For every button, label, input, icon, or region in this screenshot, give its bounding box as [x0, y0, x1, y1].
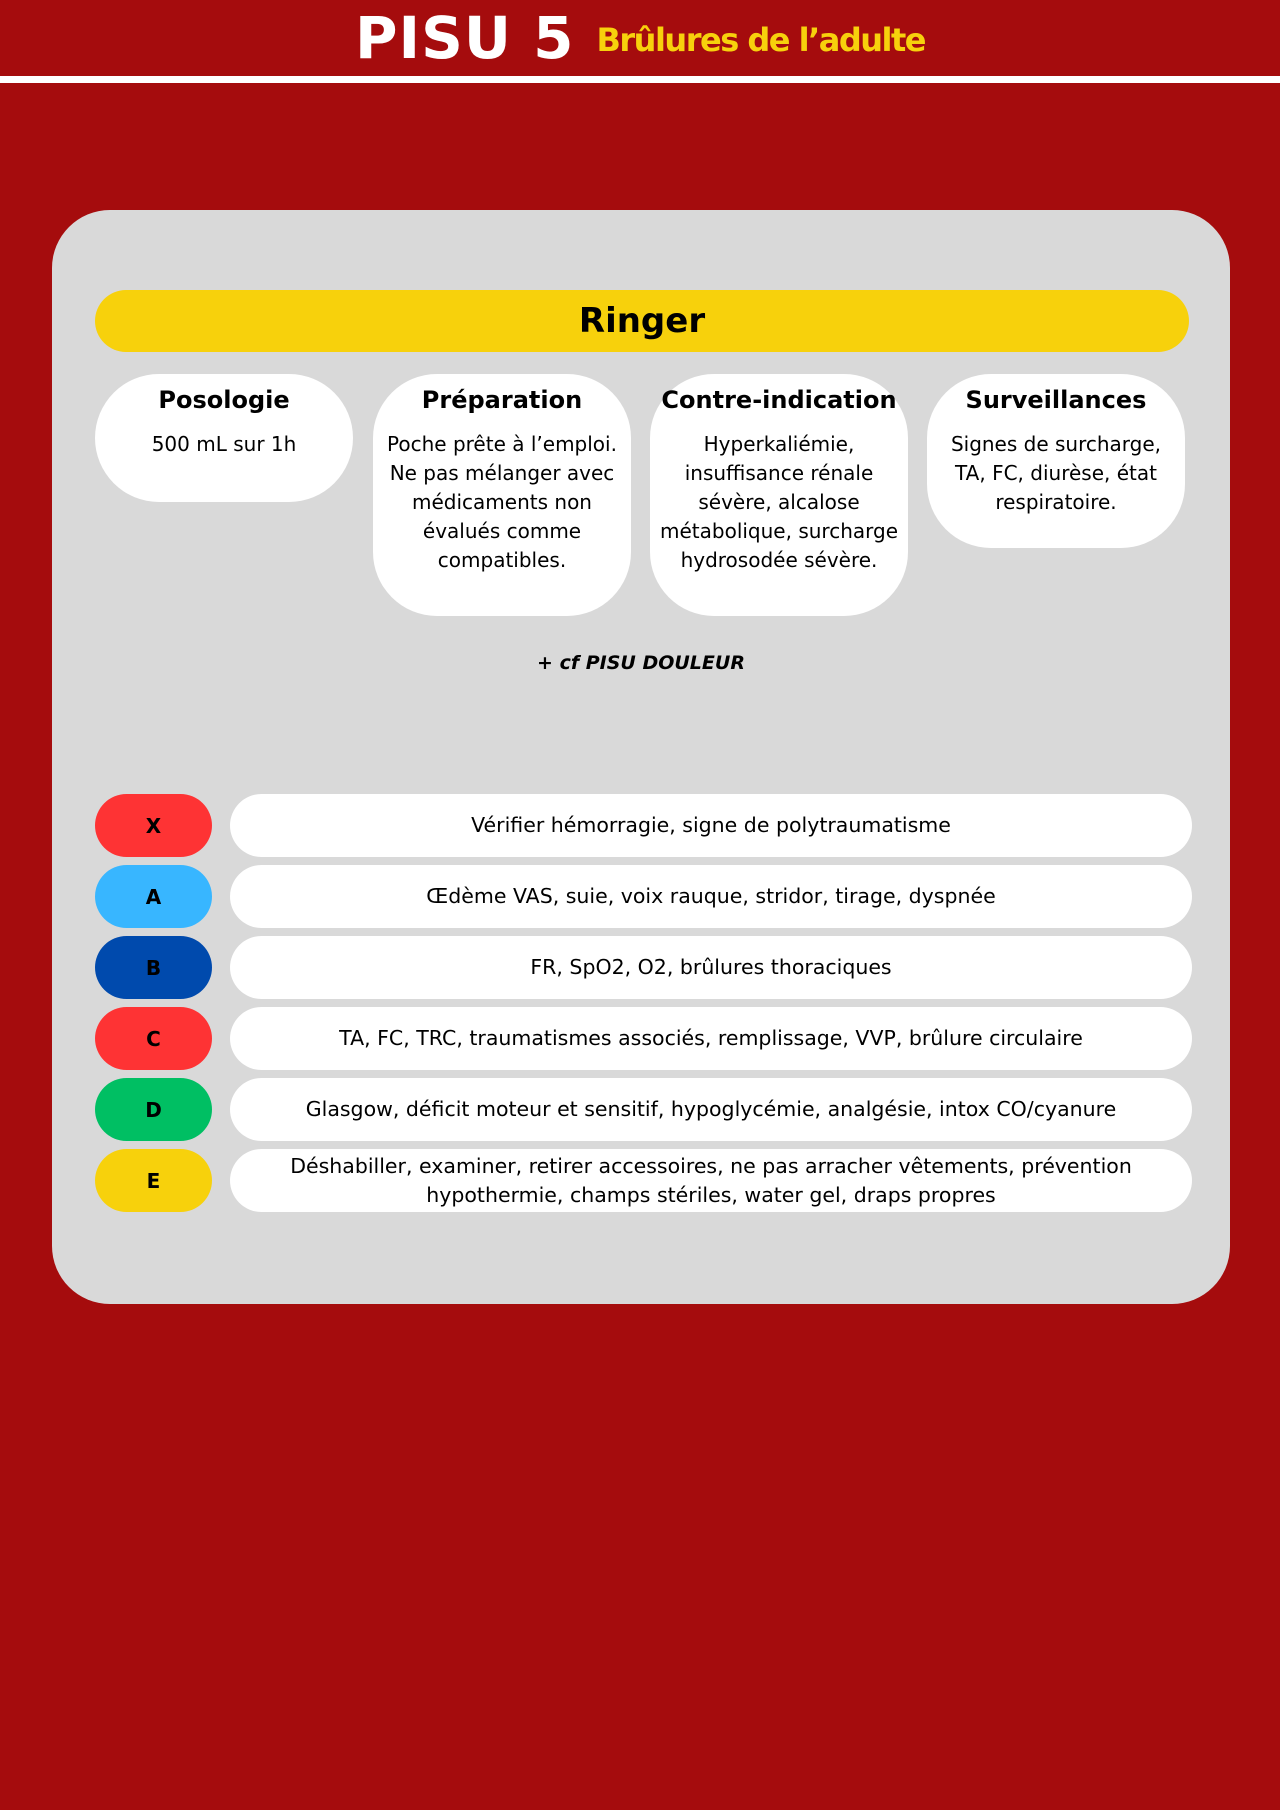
abcde-description: Glasgow, déficit moteur et sensitif, hypoglycémie, analgésie, intox CO/cyanure [230, 1078, 1192, 1141]
pisu-code: PISU 5 [354, 4, 575, 72]
abcde-letter-pill: B [95, 936, 212, 999]
abcde-description: FR, SpO2, O2, brûlures thoraciques [230, 936, 1192, 999]
card-body: Hyperkaliémie, insuffisance rénale sévère, alcalose métabolique, surcharge hydrosodée sévère. [660, 432, 898, 572]
card-title: Surveillances [965, 386, 1147, 414]
abcde-letter-pill: E [95, 1149, 212, 1212]
abcde-letter-pill: C [95, 1007, 212, 1070]
abcde-row-b [95, 936, 1193, 999]
abcde-letter-pill: X [95, 794, 212, 857]
abcde-row-e [95, 1149, 1193, 1212]
card-contre-indication [650, 374, 908, 616]
card-body: Poche prête à l’emploi. Ne pas mélanger avec médicaments non évalués comme compatibles. [387, 432, 617, 572]
header-divider [0, 76, 1280, 83]
abcde-row-c [95, 1007, 1193, 1070]
card-posologie [95, 374, 353, 502]
abcde-letter-pill: A [95, 865, 212, 928]
card-body: 500 mL sur 1h [151, 432, 297, 456]
page-title: Brûlures de l’adulte [596, 21, 925, 59]
card-title: Posologie [158, 386, 290, 414]
abcde-letter-pill: D [95, 1078, 212, 1141]
abcde-description: Œdème VAS, suie, voix rauque, stridor, tirage, dyspnée [230, 865, 1192, 928]
card-body: Signes de surcharge, TA, FC, diurèse, état respiratoire. [950, 432, 1162, 514]
card-title: Préparation [421, 386, 583, 414]
abcde-description: Déshabiller, examiner, retirer accessoires, ne pas arracher vêtements, prévention hypothermie, champs stériles, water gel, draps propres [230, 1149, 1192, 1212]
abcde-description: TA, FC, TRC, traumatismes associés, remplissage, VVP, brûlure circulaire [230, 1007, 1192, 1070]
abcde-description: Vérifier hémorragie, signe de polytraumatisme [230, 794, 1192, 857]
card-title: Contre-indication [661, 386, 897, 414]
drug-name-banner: Ringer [95, 290, 1189, 352]
card-preparation [373, 374, 631, 616]
abcde-row-d [95, 1078, 1193, 1141]
content-panel [52, 210, 1230, 1304]
abcde-row-a [95, 865, 1193, 928]
page-header [0, 0, 1280, 76]
card-surveillances [927, 374, 1185, 548]
cross-reference-note: + cf PISU DOULEUR [537, 652, 745, 674]
abcde-row-x [95, 794, 1193, 857]
